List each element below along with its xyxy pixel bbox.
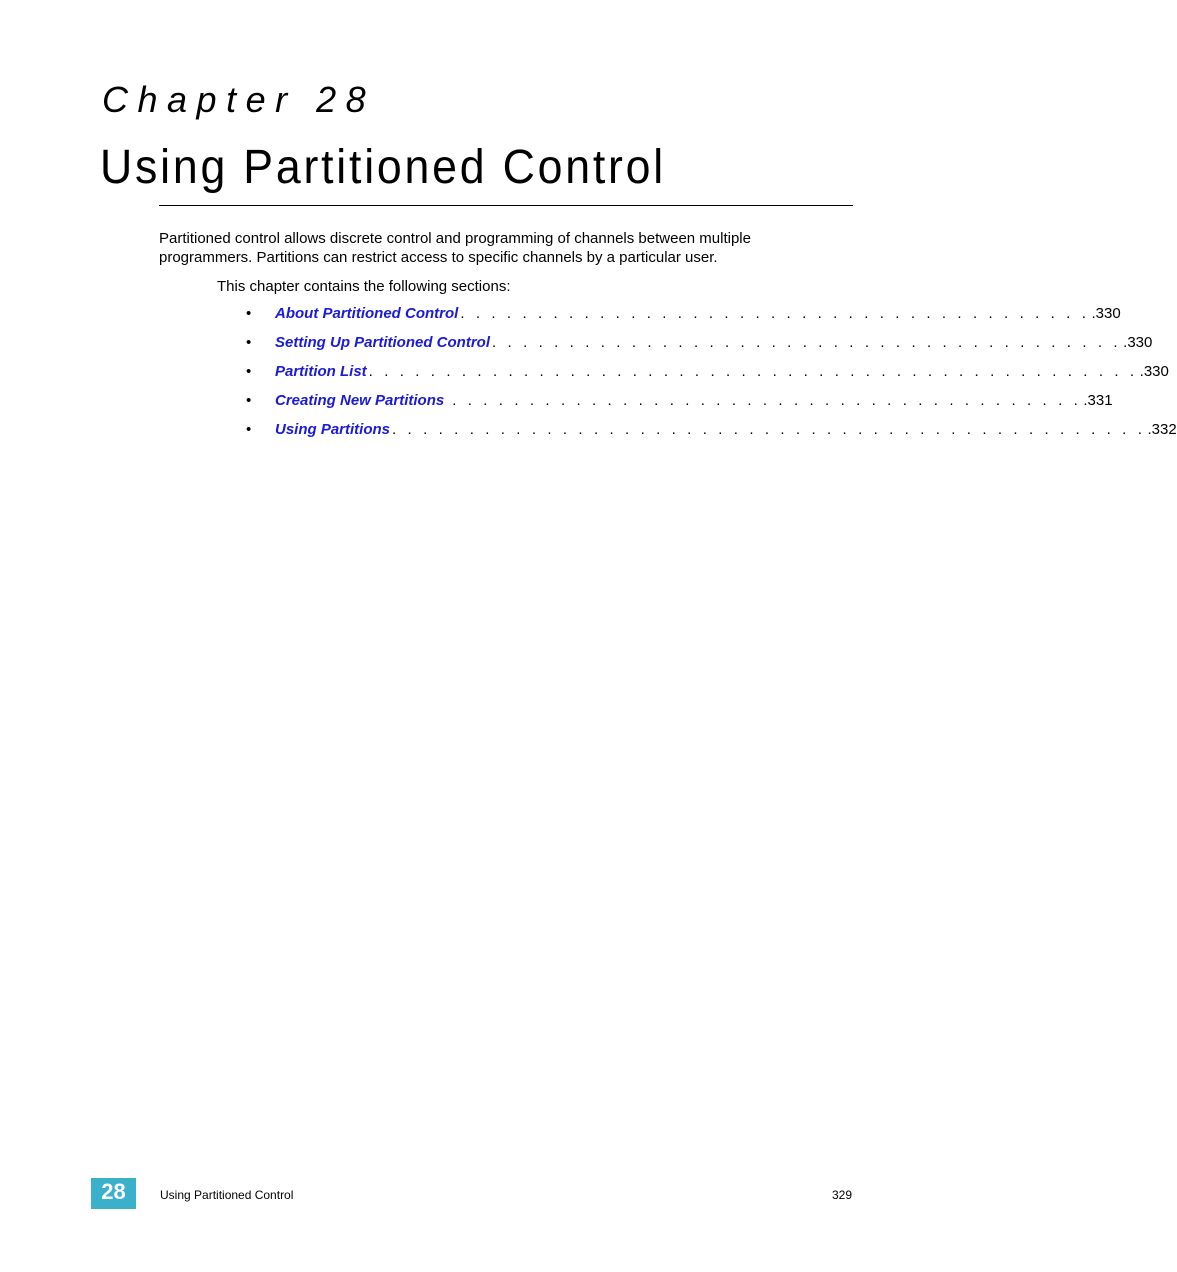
intro-paragraph: Partitioned control allows discrete control and programming of channels between multiple programmers. Partitions can restrict access to specific channels by a particular user. (159, 230, 751, 266)
list-item (246, 420, 1177, 449)
toc-page-number: .331 (1083, 392, 1113, 409)
toc-leader: . . . . . . . . . . . . . . . . . . . . . . . . . . . . . . . . . . . . . . . . . (460, 305, 1090, 322)
sections-intro: This chapter contains the following sections: (217, 278, 511, 295)
page-number: 329 (831, 1188, 852, 1202)
footer-title: Using Partitioned Control (160, 1188, 294, 1202)
toc-leader: . . . . . . . . . . . . . . . . . . . . . . . . . . . . . . . . . . . . . . . . . . . . . . . . . . (368, 363, 1138, 380)
toc-link-partition-list[interactable]: Partition List (275, 363, 367, 380)
toc-row (275, 304, 1121, 323)
chapter-label: Chapter 28 (102, 79, 376, 120)
toc-link-about-partitioned-control[interactable]: About Partitioned Control (275, 305, 459, 322)
toc-row (275, 391, 1113, 410)
page-title: Using Partitioned Control (100, 141, 667, 194)
list-item (246, 391, 1113, 420)
toc-page-number: .330 (1091, 305, 1121, 322)
toc-leader: . . . . . . . . . . . . . . . . . . . . . . . . . . . . . . . . . . . . . . . . . (452, 392, 1082, 409)
list-item (246, 304, 1121, 333)
list-item (246, 333, 1153, 362)
list-item (246, 362, 1169, 391)
toc-row (275, 420, 1177, 439)
toc-page-number: .330 (1139, 363, 1169, 380)
toc-leader: . . . . . . . . . . . . . . . . . . . . . . . . . . . . . . . . . . . . . . . . . . . . . . . . . (392, 421, 1146, 438)
chapter-tab-badge: 28 (91, 1178, 136, 1209)
bullet-icon: • (246, 392, 252, 409)
bullet-icon: • (246, 334, 252, 351)
toc-row (275, 333, 1153, 352)
bullet-icon: • (246, 305, 252, 322)
toc-leader: . . . . . . . . . . . . . . . . . . . . . . . . . . . . . . . . . . . . . . . . . (492, 334, 1122, 351)
toc-row (275, 362, 1169, 381)
section-list (246, 304, 1177, 449)
toc-link-setting-up-partitioned-control[interactable]: Setting Up Partitioned Control (275, 334, 490, 351)
toc-page-number: .332 (1147, 421, 1177, 438)
bullet-icon: • (246, 363, 252, 380)
toc-link-using-partitions[interactable]: Using Partitions (275, 421, 391, 438)
toc-link-creating-new-partitions[interactable]: Creating New Partitions (275, 392, 445, 409)
bullet-icon: • (246, 421, 252, 438)
title-rule (159, 205, 853, 206)
toc-page-number: .330 (1123, 334, 1153, 351)
